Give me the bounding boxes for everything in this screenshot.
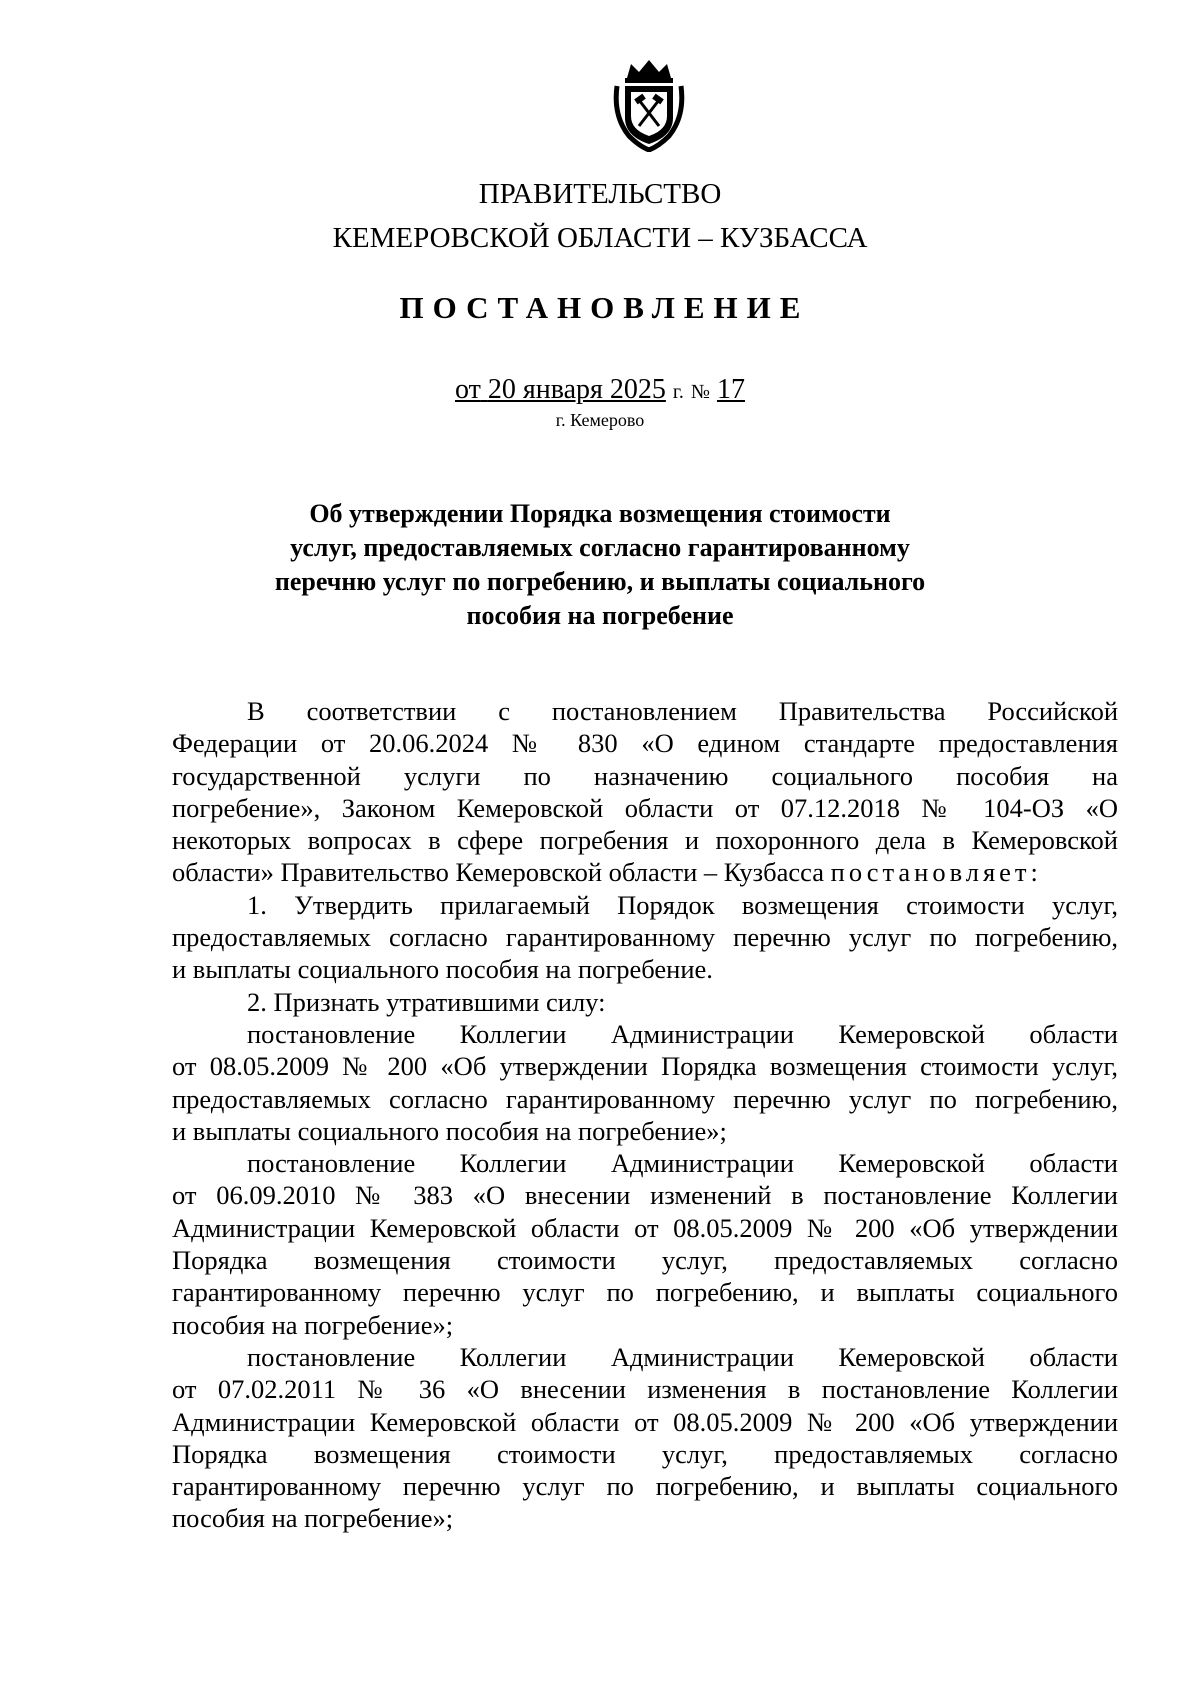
body-line: Порядка возмещения стоимости услуг, предоставляемых согласно bbox=[172, 1245, 1118, 1276]
body-line: области» Правительство Кемеровской области – Кузбасса постановляет: bbox=[172, 857, 1042, 888]
date-line bbox=[0, 373, 1200, 409]
year-suffix: г. bbox=[672, 381, 684, 403]
decree-word: постановляет: bbox=[830, 857, 1042, 888]
title-line: пособия на погребение bbox=[466, 601, 734, 630]
body-line: 2. Признать утратившими силу: bbox=[247, 986, 606, 1017]
body-line: от 07.02.2011 № 36 «О внесении изменения в постановление Коллегии bbox=[172, 1374, 1118, 1405]
body-line: предоставляемых согласно гарантированному перечню услуг по погребению, bbox=[172, 1083, 1118, 1114]
body-line: государственной услуги по назначению социального пособия на bbox=[172, 760, 1118, 791]
title-line: перечню услуг по погребению, и выплаты социального bbox=[274, 567, 926, 596]
body-line: от 08.05.2009 № 200 «Об утверждении Порядка возмещения стоимости услуг, bbox=[172, 1051, 1118, 1082]
document-title bbox=[0, 497, 1200, 633]
body-line: Порядка возмещения стоимости услуг, предоставляемых согласно bbox=[172, 1438, 1118, 1469]
body-line: погребение», Законом Кемеровской области от 07.12.2018 № 104-ОЗ «О bbox=[172, 792, 1118, 823]
body-line: некоторых вопросах в сфере погребения и похоронного дела в Кемеровской bbox=[172, 825, 1118, 856]
body-line: постановление Коллегии Администрации Кемеровской области bbox=[247, 1018, 1118, 1049]
title-line: услуг, предоставляемых согласно гарантированному bbox=[290, 533, 910, 562]
title-line: Об утверждении Порядка возмещения стоимости bbox=[309, 499, 891, 528]
body-line: предоставляемых согласно гарантированному перечню услуг по погребению, bbox=[172, 922, 1118, 953]
number-sign: № bbox=[690, 381, 710, 403]
body-line: Федерации от 20.06.2024 № 830 «О едином стандарте предоставления bbox=[172, 728, 1118, 759]
date-value: от 20 января 2025 bbox=[455, 374, 666, 405]
coat-of-arms-icon bbox=[609, 56, 689, 152]
body-line: 1. Утвердить прилагаемый Порядок возмещения стоимости услуг, bbox=[247, 889, 1118, 920]
body-line: постановление Коллегии Администрации Кемеровской области bbox=[247, 1148, 1118, 1179]
body-line: гарантированному перечню услуг по погребению, и выплаты социального bbox=[172, 1277, 1118, 1308]
body-line: и выплаты социального пособия на погребение. bbox=[172, 954, 713, 985]
body-line: Администрации Кемеровской области от 08.05.2009 № 200 «Об утверждении bbox=[172, 1212, 1118, 1243]
org-name-line2: КЕМЕРОВСКОЙ ОБЛАСТИ – КУЗБАССА bbox=[332, 222, 868, 254]
document-number: 17 bbox=[716, 374, 745, 405]
body-line: пособия на погребение»; bbox=[172, 1503, 454, 1534]
document-type: ПОСТАНОВЛЕНИЕ bbox=[399, 290, 810, 325]
body-line: и выплаты социального пособия на погребение»; bbox=[172, 1115, 727, 1146]
body-line: пособия на погребение»; bbox=[172, 1309, 454, 1340]
city: г. Кемерово bbox=[555, 410, 645, 430]
document-body bbox=[172, 695, 1118, 1535]
body-line: постановление Коллегии Администрации Кемеровской области bbox=[247, 1341, 1118, 1372]
body-line: Администрации Кемеровской области от 08.05.2009 № 200 «Об утверждении bbox=[172, 1406, 1118, 1437]
body-line: от 06.09.2010 № 383 «О внесении изменений в постановление Коллегии bbox=[172, 1180, 1118, 1211]
body-line: гарантированному перечню услуг по погребению, и выплаты социального bbox=[172, 1471, 1118, 1502]
org-name-line1: ПРАВИТЕЛЬСТВО bbox=[478, 178, 722, 210]
body-line: В соответствии с постановлением Правительства Российской bbox=[247, 696, 1118, 726]
